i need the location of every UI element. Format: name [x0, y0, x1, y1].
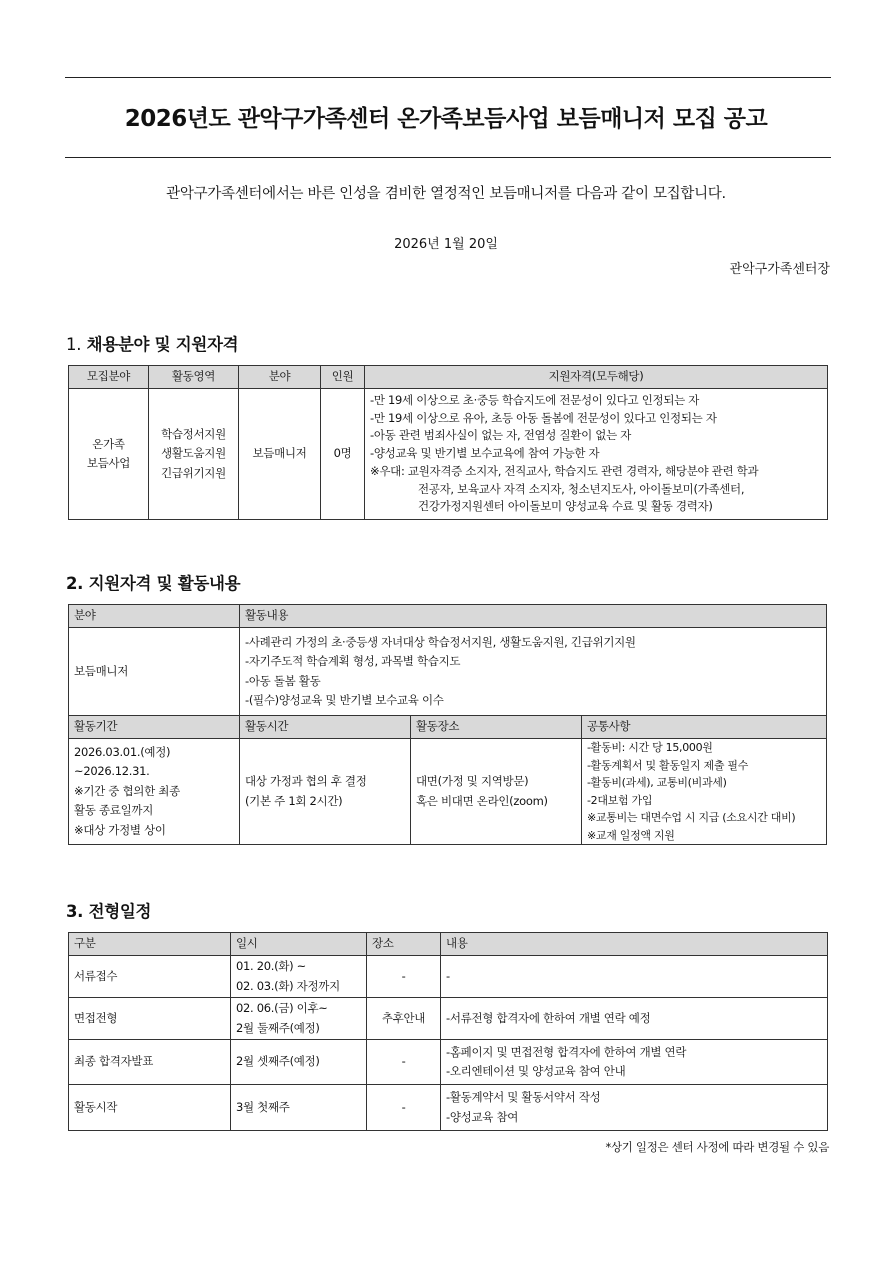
recruitment-table: [68, 365, 828, 520]
cell-line: 대면(가정 및 지역방문): [416, 774, 529, 788]
date-cell: [231, 956, 367, 998]
content-cell: [441, 1085, 828, 1131]
table-header-row: [69, 605, 827, 628]
schedule-table: [68, 932, 828, 1131]
cell-line: 보듬사업: [86, 456, 131, 470]
header-cell: 활동영역: [149, 366, 239, 389]
section-2-label: 지원자격 및 활동내용: [88, 574, 241, 593]
cell-line: ※교통비는 대면수업 시 지급 (소요시간 대비): [587, 811, 796, 824]
header-cell: 분야: [239, 366, 321, 389]
section-1-title: [66, 331, 238, 355]
header-cell: 활동시간: [240, 716, 411, 739]
cell-line: 02. 03.(화) 자정까지: [236, 978, 340, 993]
preference-item: [370, 463, 822, 481]
header-cell: 인원: [321, 366, 365, 389]
date-cell: 2월 셋째주(예정): [231, 1040, 367, 1085]
content-cell: -: [441, 956, 828, 998]
cell-line: -활동비(과세), 교통비(비과세): [587, 776, 727, 789]
cell-line: (기본 주 1회 2시간): [245, 793, 343, 808]
table-row: [69, 1085, 828, 1131]
common-cell: [582, 739, 827, 845]
table-row: [69, 956, 828, 998]
place-cell: -: [367, 1040, 441, 1085]
content-cell: -서류전형 합격자에 한하여 개별 연락 예정: [441, 998, 828, 1040]
activity-item: -자기주도적 학습계획 형성, 과목별 학습지도: [245, 654, 461, 668]
cell-line: ※교재 일정액 지원: [587, 828, 675, 842]
content-cell: [441, 1040, 828, 1085]
date-cell: [231, 998, 367, 1040]
cell-line: 02. 06.(금) 이후~: [236, 1001, 328, 1015]
cell-line: 온가족: [92, 436, 125, 451]
section-3-number: 3.: [66, 902, 84, 921]
table-header-row: [69, 933, 828, 956]
header-cell: 모집분야: [69, 366, 149, 389]
title-bottom-rule: [65, 157, 831, 158]
header-cell: 지원자격(모두해당): [365, 366, 828, 389]
place-cell: -: [367, 956, 441, 998]
cell-line: ※기간 중 협의한 최종: [74, 783, 180, 798]
stage-cell: 활동시작: [69, 1085, 231, 1131]
section-1-number: 1.: [66, 335, 82, 354]
table-header-row: [69, 366, 828, 389]
stage-cell: 서류접수: [69, 956, 231, 998]
areas-cell: [149, 389, 239, 520]
role-cell: 보듬매니저: [69, 628, 240, 716]
preference-line: 건강가정지원센터 아이돌보미 양성교육 수료 및 활동 경력자): [418, 499, 713, 514]
cell-line: 01. 20.(화) ~: [236, 959, 307, 973]
activity-item: -(필수)양성교육 및 반기별 보수교육 이수: [245, 693, 444, 707]
cell-line: -오리엔테이션 및 양성교육 참여 안내: [446, 1064, 626, 1078]
cell-line: -활동계약서 및 활동서약서 작성: [446, 1090, 601, 1104]
header-cell: 분야: [69, 605, 240, 628]
period-cell: [69, 739, 240, 845]
announcement-date: 2026년 1월 20일: [394, 237, 498, 252]
section-2-number: 2.: [66, 574, 84, 593]
section-2-title: [66, 570, 240, 594]
intro-text: 관악구가족센터에서는 바른 인성을 겸비한 열정적인 보듬매니저를 다음과 같이 모집합니다.: [166, 186, 726, 202]
section-3-label: 전형일정: [88, 902, 152, 921]
header-cell: 내용: [441, 933, 828, 956]
section-3-title: [66, 898, 151, 922]
cell-line: 대상 가정과 협의 후 결정: [245, 774, 367, 788]
header-cell: 활동기간: [69, 716, 240, 739]
cell-line: -양성교육 참여: [446, 1109, 519, 1124]
cell-line: 긴급위기지원: [161, 465, 226, 480]
top-rule: [65, 77, 831, 78]
hours-cell: [240, 739, 411, 845]
qualification-item: -만 19세 이상으로 유아, 초등 아동 돌봄에 전문성이 있다고 인정되는 자: [370, 410, 717, 425]
place-cell: [411, 739, 582, 845]
preference-label: ※우대:: [370, 463, 408, 478]
table-row: [69, 389, 828, 520]
cell-line: 2월 둘째주(예정): [236, 1020, 320, 1035]
field-cell: [69, 389, 149, 520]
cell-line: 생활도움지원: [161, 446, 226, 461]
date-cell: 3월 첫째주: [231, 1085, 367, 1131]
cell-line: -활동계획서 및 활동일지 제출 필수: [587, 758, 749, 772]
cell-line: ※대상 가정별 상이: [74, 822, 166, 837]
table-row: [69, 628, 827, 716]
count-cell: 0명: [321, 389, 365, 520]
header-cell: 활동내용: [240, 605, 827, 628]
table-row: [69, 1040, 828, 1085]
cell-line: 2026.03.01.(예정): [74, 744, 171, 759]
header-cell: 장소: [367, 933, 441, 956]
cell-line: -활동비: 시간 당 15,000원: [587, 741, 713, 754]
table-row: [69, 998, 828, 1040]
stage-cell: 최종 합격자발표: [69, 1040, 231, 1085]
cell-line: -홈페이지 및 면접전형 합격자에 한하여 개별 연락: [446, 1044, 687, 1059]
cell-line: 혹은 비대면 온라인(zoom): [416, 793, 548, 808]
cell-line: 활동 종료일까지: [74, 803, 154, 818]
qualification-item: -양성교육 및 반기별 보수교육에 참여 가능한 자: [370, 446, 600, 461]
cell-line: 학습정서지원: [161, 426, 226, 441]
cell-line: -2대보험 가입: [587, 793, 653, 807]
section-1-label: 채용분야 및 지원자격: [86, 335, 239, 354]
header-cell: 공통사항: [582, 716, 827, 739]
activity-item: -사례관리 가정의 초·중등생 자녀대상 학습정서지원, 생활도움지원, 긴급위기지원: [245, 634, 636, 649]
preference-line: 교원자격증 소지자, 전직교사, 학습지도 관련 경력자, 해당분야 관련 학과: [407, 463, 759, 478]
schedule-note: *상기 일정은 센터 사정에 따라 변경될 수 있음: [605, 1140, 829, 1154]
qualifications-cell: [365, 389, 828, 520]
stage-cell: 면접전형: [69, 998, 231, 1040]
table-row: [69, 739, 827, 845]
cell-line: ~2026.12.31.: [74, 764, 150, 779]
activities-cell: [240, 628, 827, 716]
header-cell: 활동장소: [411, 716, 582, 739]
preference-line: 전공자, 보육교사 자격 소지자, 청소년지도사, 아이돌보미(가족센터,: [418, 481, 745, 496]
activity-item: -아동 돌봄 활동: [245, 673, 321, 688]
table-header-row: [69, 716, 827, 739]
activity-table: [68, 604, 827, 845]
header-cell: 구분: [69, 933, 231, 956]
qualification-item: -만 19세 이상으로 초·중등 학습지도에 전문성이 있다고 인정되는 자: [370, 392, 700, 407]
place-cell: 추후안내: [367, 998, 441, 1040]
place-cell: -: [367, 1085, 441, 1131]
signer: 관악구가족센터장: [729, 262, 830, 277]
qualification-item: -아동 관련 범죄사실이 없는 자, 전염성 질환이 없는 자: [370, 428, 632, 443]
header-cell: 일시: [231, 933, 367, 956]
role-cell: 보듬매니저: [239, 389, 321, 520]
page-title: 2026년도 관악구가족센터 온가족보듬사업 보듬매니저 모집 공고: [124, 106, 768, 132]
